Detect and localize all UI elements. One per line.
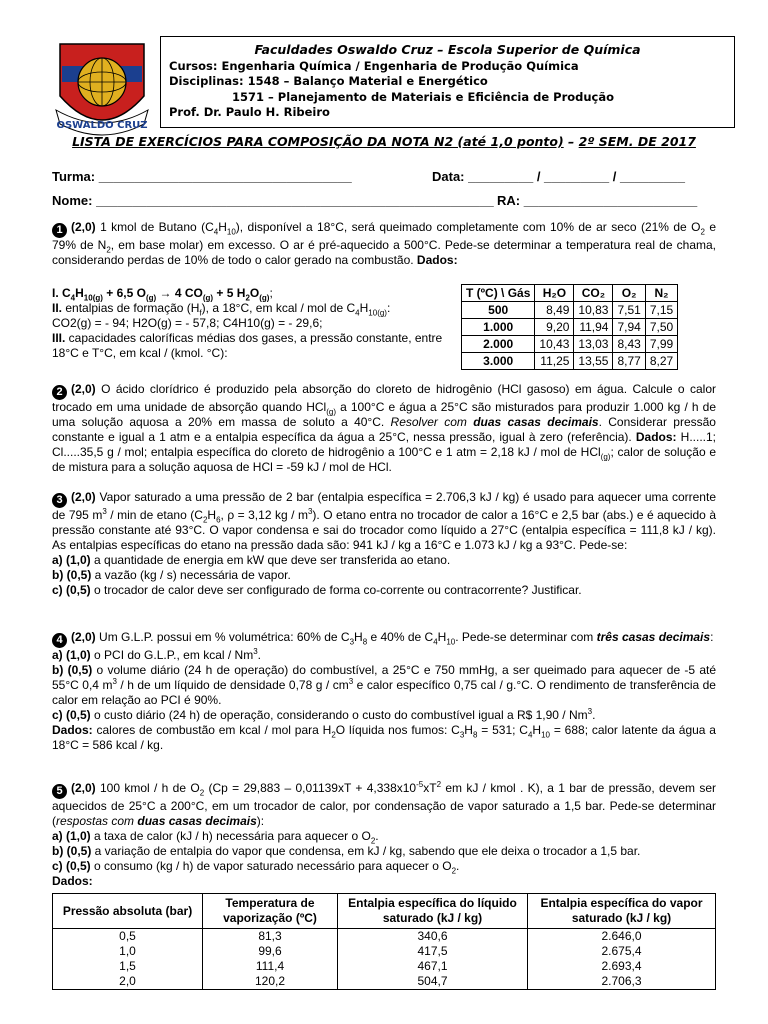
data-label: Data: [432,169,465,184]
question-number-badge: 2 [52,385,67,400]
question-number-badge: 1 [52,223,67,238]
professor-line: Prof. Dr. Paulo H. Ribeiro [169,105,330,119]
turma-label: Turma: [52,169,96,184]
heat-capacity-table [461,284,678,370]
question-5: 5 (2,0) 100 kmol / h de $O_2$ ($Cp = 29,883 - 0,01139xT + 4,338x10^{-5}xT^2$ em kJ / kmol . K), a 1 bar de pressão, devem ser aquecidos de 25°C a 200°C, em um trocador de calor, por condensação de vapor saturado a 1,5 bar. Pede-se determinar (respostas com duas casas decimais): a) (1,0) a taxa de calor (kJ / h) necessária para aquecer o $O_2$. b) (0,5) a variação de entalpia do vapor que condensa, em kJ / kg, sabendo que ele deixa o trocador a 1,5 bar. c) (0,5) o consumo (kg / h) de vapor saturado necessário para aquecer o $O_2$. Dados: [52,780,716,888]
turma-line[interactable]: ___________________________________ [98,169,352,184]
question-number-badge: 5 [52,784,67,799]
title-part-1: LISTA DE EXERCÍCIOS PARA COMPOSIÇÃO DA NOTA N2 (até 1,0 ponto) [72,134,564,149]
turma-field[interactable] [52,169,352,184]
question-4: 4 (2,0) Um G.L.P. possui em % volumétrica: 60% de $C_3H_8$ e 40% de $C_4H_{10}$. Pede-se determinar com três casas decimais: a) (1,0) o PCI do G.L.P., em kcal / Nm$^3$. b) (0,5) o volume diário (24 h de operação) do combustível, a 25°C e 750 mmHg, a ser queimado para aquecer de -5 até 55°C 0,4 $m^3$ / h de um líquido de densidade 0,78 g / $cm^3$ e calor específico 0,75 cal / g.°C. O rendimento de transferência de calor em relação ao PCI é 90%. c) (0,5) o custo diário (24 h) de operação, considerando o custo do combustível igual a R$ 1,90 / Nm$^3$. Dados: calores de combustão em kcal / mol para $H_2O$ líquida nos fumos: $C_3H_8 = 531$; $C_4H_{10} = 688$; calor latente da água a 18°C = 586 kcal / kg. [52,630,717,752]
nome-field[interactable] [52,193,494,208]
course-header [160,36,735,128]
question-number-badge: 3 [52,493,67,508]
ra-label: RA: [497,193,521,208]
question-score: (2,0) [71,220,96,234]
table-row: 1,0 99,6 417,5 2.675,4 [53,944,716,959]
institution-logo [52,36,152,136]
question-2: 2 (2,0) O ácido clorídrico é produzido pela absorção do cloreto de hidrogênio (HCl gasoso) em água. Calcule o calor trocado em uma unidade de absorção quando HCl$_{(g)}$ a 100°C e água a 25°C são misturados para produzir 1.000 kg / h de uma solução aquosa a 20% em massa de soluto a 40°C. Resolver com duas casas decimais. Considerar pressão constante e igual a 1 atm e a entalpia específica da água a 25°C, nessa pressão, igual à zero (referência). Dados: H.....1; Cl.....35,5 g / mol; entalpia específica do cloreto de hidrogênio a 100°C e 1 atm = 2,18 kJ / mol de HCl$_{(g)}$; calor de solução e de mistura para a solução aquosa de HCl = -59 kJ / mol de HCl. [52,382,717,474]
data-line[interactable]: _________ / _________ / _________ [468,169,686,184]
table-row: 2.000 10,43 13,03 8,43 7,99 [462,336,678,353]
nome-label: Nome: [52,193,93,208]
table-row: 0,5 81,3 340,6 2.646,0 [53,929,716,945]
table-row: 2,0 120,2 504,7 2.706,3 [53,974,716,990]
dados-label: Dados: [416,253,458,267]
question-3: 3 (2,0) Vapor saturado a uma pressão de 2 bar (entalpia específica = 2.706,3 kJ / kg) é usado para aquecer uma corrente de 795 $m^3$ / min de etano ($C_2H_6$, ρ = 3,12 kg / $m^3$). O etano entra no trocador de calor a 16°C e 2,5 bar (abs.) e é aquecido à pressão constante até 93°C. O vapor condensa e sai do trocador como líquido a 27°C (entalpia específica = 111,8 kJ / kg). As entalpias específicas do etano na pressão dada são: 941 kJ / kg a 16°C e 1.073 kJ / kg a 93°C. Pede-se: a) (1,0) a quantidade de energia em kW que deve ser transferida ao etano. b) (0,5) a vazão (kg / s) necessária de vapor. c) (0,5) o trocador de calor deve ser configurado de forma co-corrente ou contracorrente? Justificar. [52,490,716,597]
table-header-row: T (ºC) \ Gás H₂O CO₂ O₂ N₂ [462,285,678,302]
svg-text:OSWALDO CRUZ: OSWALDO CRUZ [56,120,148,131]
ra-line[interactable]: ________________________ [523,193,698,208]
courses-line: Cursos: Engenharia Química / Engenharia de Produção Química [169,58,579,73]
question-1-data: I. $C_4H_{10(g)} + 6,5$ $O_{(g)} \to 4$ $CO_{(g)} + 5$ $H_2O_{(g)}$; II. entalpias de formação $(H_f)$, a 18°C, em kcal / mol de $C_4H_{10(g)}$: CO2(g) = - 94; H2O(g) = - 57,8; C4H10(g) = - 29,6; III. capacidades caloríficas médias dos gases, a pressão constante, entre 18°C e T°C, em kcal / (kmol. °C): [52,286,452,361]
discipline-line-1: Disciplinas: 1548 – Balanço Material e Energético [169,74,488,88]
discipline-line-2: 1571 – Planejamento de Materiais e Eficiência de Produção [232,89,615,104]
table-row: 1.000 9,20 11,94 7,94 7,50 [462,319,678,336]
nome-line[interactable]: _______________________________________________________ [96,193,494,208]
ra-field[interactable] [497,193,697,208]
question-1: 1 (2,0) 1 kmol de Butano $(C_4H_{10})$, disponível a 18°C, será queimado completamente com 10% de ar seco (21% de $O_2$ e 79% de $N_2$, em base molar) em excesso. O ar é pré-aquecido a 500°C. Pede-se determinar a temperatura real de chama, considerando perdas de 10% de todo o calor gerado na combustão. Dados: [52,220,716,267]
title-part-2: 2º SEM. DE 2017 [578,134,696,149]
title-separator: – [563,134,579,149]
data-field[interactable] [432,169,685,184]
document-title [0,134,768,149]
institution-name: Faculdades Oswaldo Cruz – Escola Superior de Química [254,42,641,57]
table-header-row: Pressão absoluta (bar) Temperatura de vaporização (ºC) Entalpia específica do líquido saturado (kJ / kg) Entalpia específica do vapor saturado (kJ / kg) [53,894,716,929]
table-row: 500 8,49 10,83 7,51 7,15 [462,302,678,319]
steam-table [52,893,716,990]
question-number-badge: 4 [52,633,67,648]
formation-enthalpies: CO2(g) = - 94; H2O(g) = - 57,8; C4H10(g) = - 29,6; [52,316,323,330]
table-row: 3.000 11,25 13,55 8,77 8,27 [462,353,678,370]
table-row: 1,5 111,4 467,1 2.693,4 [53,959,716,974]
